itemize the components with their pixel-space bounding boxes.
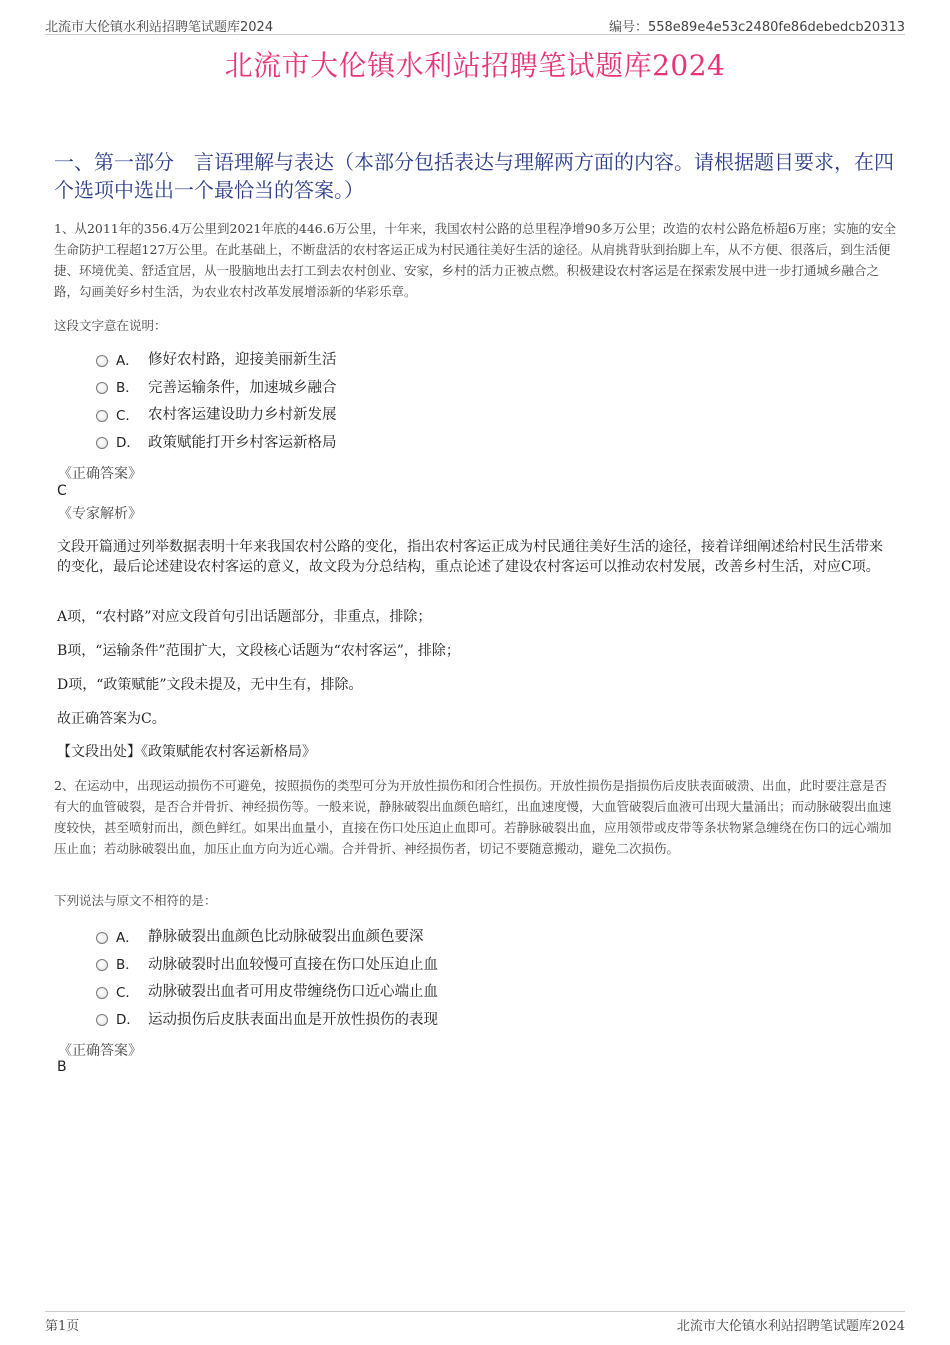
- q1-analysis-a: A项，“农村路”对应文段首句引出话题部分，非重点，排除；: [57, 609, 432, 625]
- q1-option-a[interactable]: A． 修好农村路，迎接美丽新生活: [96, 345, 696, 373]
- q2-answer-label: 《正确答案》: [58, 1043, 142, 1059]
- radio-icon[interactable]: [96, 437, 108, 449]
- q1-option-b[interactable]: B． 完善运输条件，加速城乡融合: [96, 373, 696, 401]
- header-doc-id: 编号：558e89e4e53c2480fe86debedcb20313: [608, 20, 905, 35]
- q2-passage: 2、在运动中，出现运动损伤不可避免，按照损伤的类型可分为开放性损伤和闭合性损伤。开放性损伤是指损伤后皮肤表面破溃、出血，此时要注意是否有大的血管破裂，是否合并骨折、神经损伤等。一般来说，静脉破裂出血颜色暗红，出血速度慢，大血管破裂后血液可出现大量涌出；而动脉破裂出血速度较快，甚至喷射而出，颜色鲜红。如果出血量小，直接在伤口处压迫止血即可。若静脉破裂出血，应用领带或皮带等条状物紧急缠绕在伤口的远心端加压止血；若动脉破裂出血，加压止血方向为近心端。合并骨折、神经损伤者，切记不要随意搬动，避免二次损伤。: [54, 778, 892, 856]
- q1-option-d[interactable]: D． 政策赋能打开乡村客运新格局: [96, 428, 696, 456]
- radio-icon[interactable]: [96, 410, 108, 422]
- q1-analysis-b: B项，“运输条件”范围扩大，文段核心话题为“农村客运”，排除；: [57, 643, 460, 659]
- q1-passage: 1、从2011年的356.4万公里到2021年底的446.6万公里，十年来，我国农村公路的总里程净增90多万公里；改造的农村公路危桥超6万座；实施的安全生命防护工程超127万公里。在此基础上，不断盘活的农村客运正成为村民通往美好生活的途径。从肩挑背驮到抬脚上车，从不方便、很落后，到生活便捷、环境优美、舒适宜居，从一股脑地出去打工到去农村创业、安家，乡村的活力正被点燃。积极建设农村客运是在探索发展中进一步打通城乡融合之路，勾画美好乡村生活，为农业农村改革发展增添新的华彩乐章。: [54, 221, 897, 299]
- radio-icon[interactable]: [96, 1014, 108, 1026]
- q1-conclusion: 故正确答案为C。: [57, 711, 166, 727]
- q2-options: [96, 922, 696, 1032]
- q1-options: [96, 345, 696, 455]
- radio-icon[interactable]: [96, 355, 108, 367]
- q2-option-d[interactable]: D． 运动损伤后皮肤表面出血是开放性损伤的表现: [96, 1005, 696, 1033]
- footer-doc-title: 北流市大伦镇水利站招聘笔试题库2024: [676, 1319, 905, 1334]
- q2-option-b[interactable]: B． 动脉破裂时出血较慢可直接在伤口处压迫止血: [96, 950, 696, 978]
- page-header: [45, 14, 905, 35]
- page-title: 北流市大伦镇水利站招聘笔试题库2024: [224, 49, 726, 82]
- page-footer: [45, 1311, 905, 1334]
- q1-source: 【文段出处】《政策赋能农村客运新格局》: [57, 744, 316, 760]
- radio-icon[interactable]: [96, 987, 108, 999]
- radio-icon[interactable]: [96, 959, 108, 971]
- header-doc-title: 北流市大伦镇水利站招聘笔试题库2024: [45, 20, 274, 35]
- q2-option-a[interactable]: A． 静脉破裂出血颜色比动脉破裂出血颜色要深: [96, 922, 696, 950]
- q1-analysis: 文段开篇通过列举数据表明十年来我国农村公路的变化，指出农村客运正成为村民通往美好生活的途径，接着详细阐述给村民生活带来的变化，最后论述建设农村客运的意义，故文段为分总结构，重点论述了建设农村客运可以推动农村发展，改善乡村生活，对应C项。: [57, 539, 883, 575]
- q1-analysis-d: D项，“政策赋能”文段未提及，无中生有，排除。: [57, 677, 363, 693]
- section-title: 一、第一部分 言语理解与表达（本部分包括表达与理解两方面的内容。请根据题目要求，在四个选项中选出一个最恰当的答案。）: [54, 150, 894, 202]
- q2-answer: B: [57, 1059, 67, 1075]
- footer-page-number: 第1页: [45, 1319, 80, 1334]
- q2-option-c[interactable]: C． 动脉破裂出血者可用皮带缠绕伤口近心端止血: [96, 977, 696, 1005]
- q1-option-c[interactable]: C． 农村客运建设助力乡村新发展: [96, 400, 696, 428]
- q1-answer-label: 《正确答案》: [58, 466, 142, 482]
- q1-analysis-label: 《专家解析》: [58, 506, 142, 522]
- q1-question: 这段文字意在说明：: [54, 318, 167, 333]
- radio-icon[interactable]: [96, 382, 108, 394]
- radio-icon[interactable]: [96, 932, 108, 944]
- q2-question: 下列说法与原文不相符的是：: [54, 893, 217, 908]
- q1-answer: C: [57, 483, 67, 499]
